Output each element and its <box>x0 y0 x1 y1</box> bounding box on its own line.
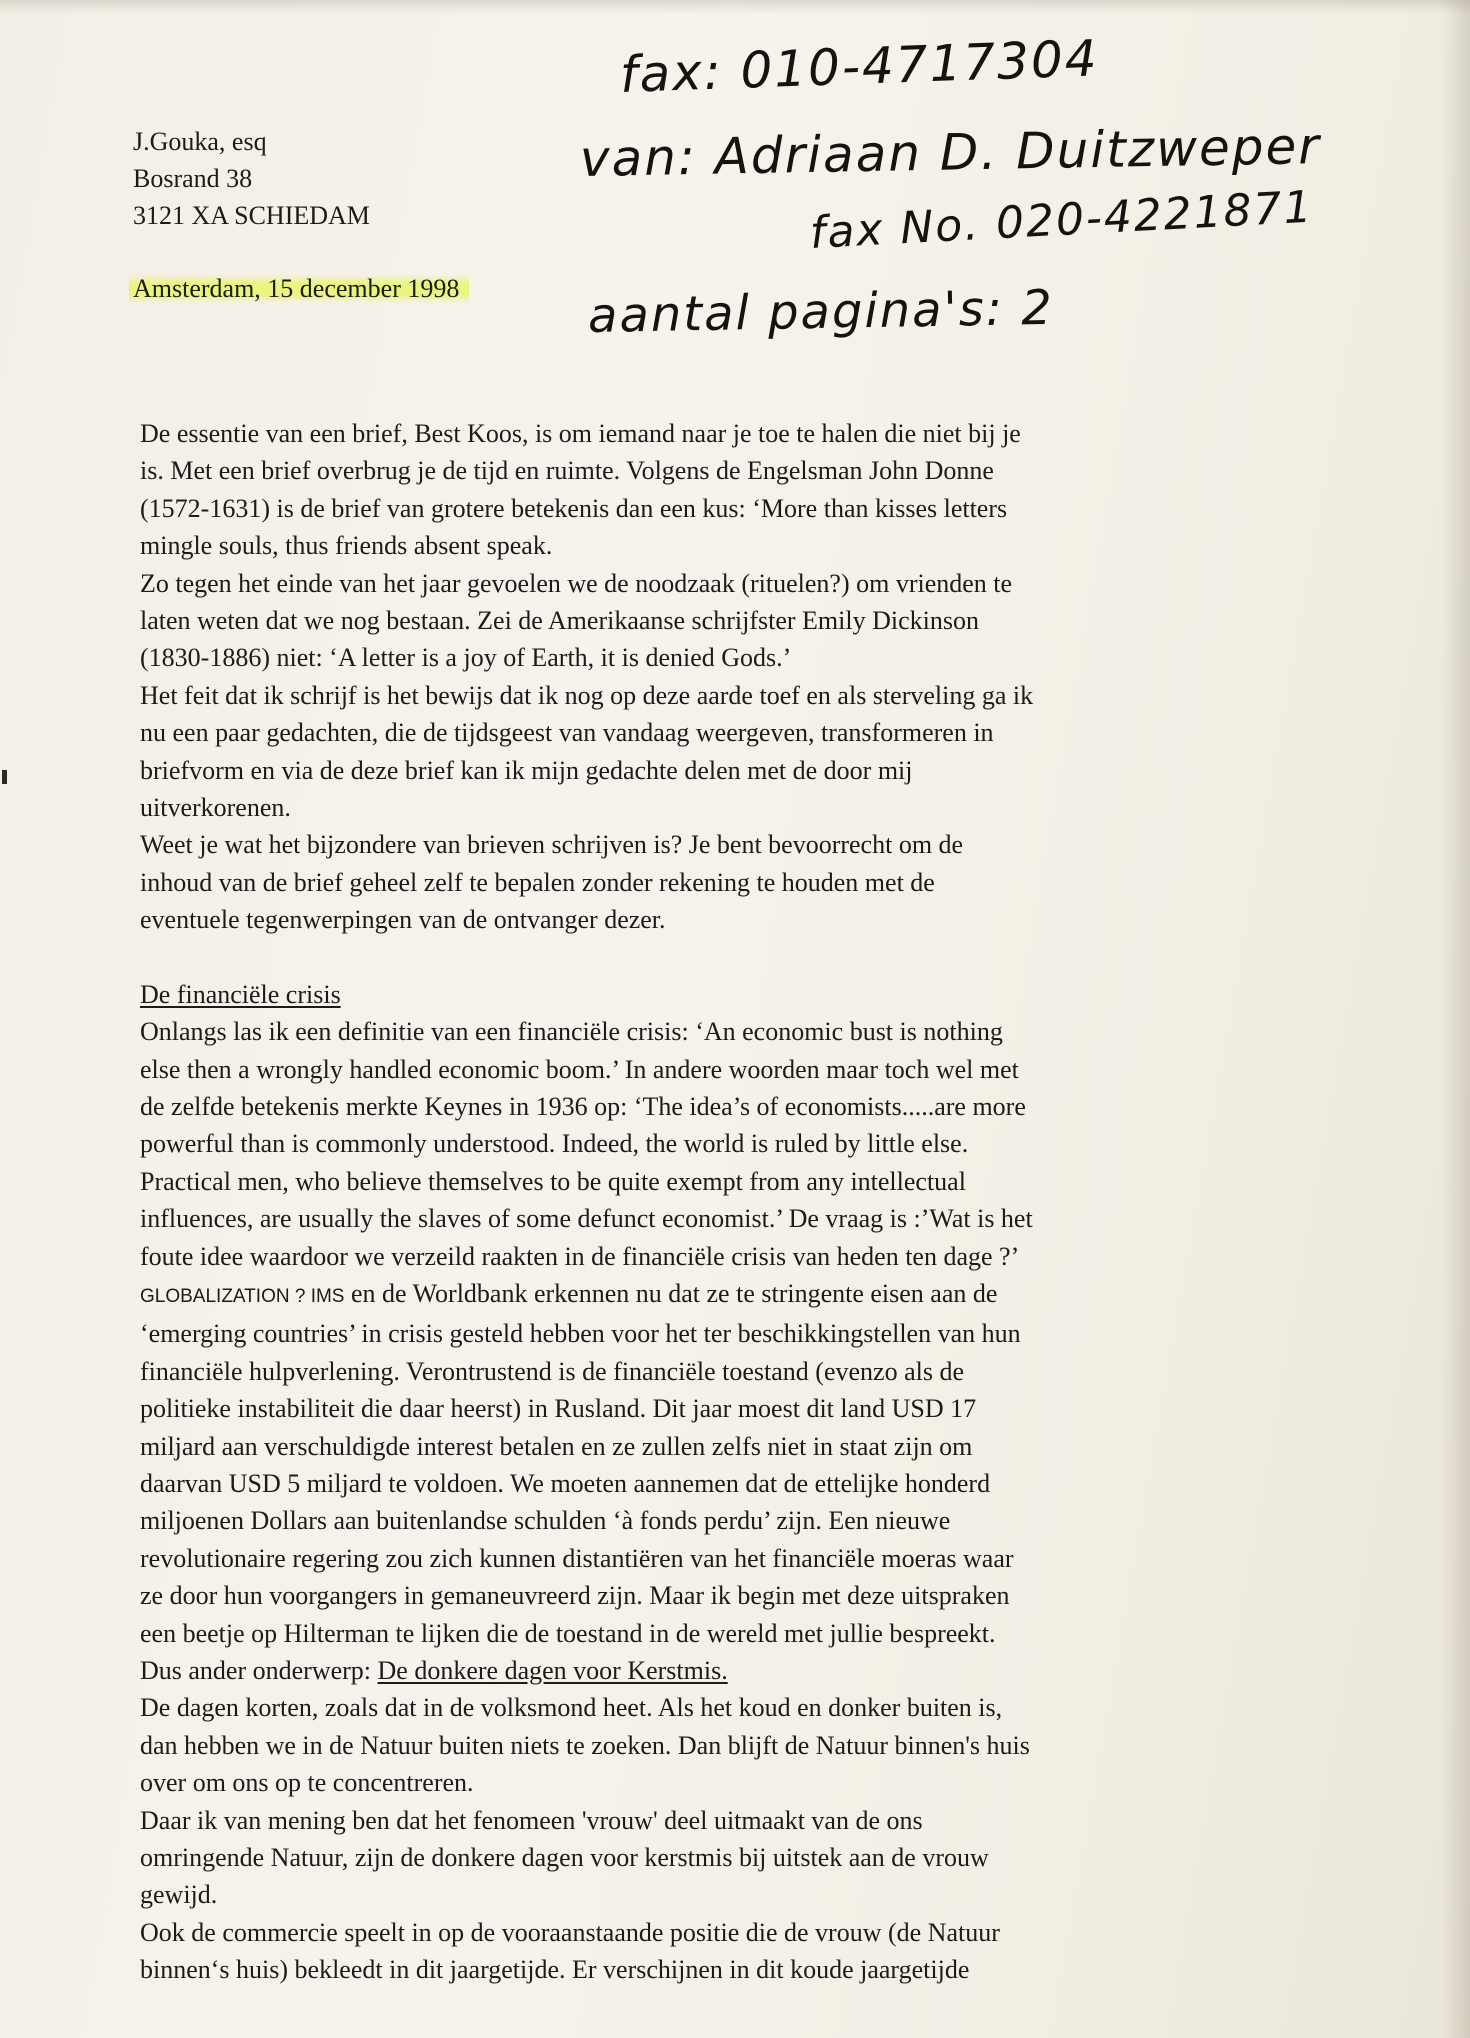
sender-street: Bosrand 38 <box>133 164 253 193</box>
text-line: miljoenen Dollars aan buitenlandse schulden ‘à fonds perdu’ zijn. Een nieuwe <box>140 1506 951 1536</box>
text-line: mingle souls, thus friends absent speak. <box>140 531 553 561</box>
text-line: Onlangs las ik een definitie van een financiële crisis: ‘An economic bust is nothing <box>140 1017 1003 1047</box>
sender-city: 3121 XA SCHIEDAM <box>133 201 370 230</box>
text-line-globalization <box>140 1275 1270 1315</box>
margin-mark <box>2 770 7 784</box>
text-fragment: Dus ander onderwerp: <box>140 1656 378 1685</box>
text-line: Ook de commercie speelt in op de vooraanstaande positie die de vrouw (de Natuur <box>140 1917 1000 1947</box>
sender-name: J.Gouka, esq <box>133 127 267 156</box>
text-line: nu een paar gedachten, die de tijdsgeest van vandaag weergeven, transformeren in <box>140 718 994 748</box>
globalization-word: GLOBALIZATION ? IMS <box>140 1285 345 1307</box>
handwritten-fax-note <box>579 29 1420 378</box>
highlighted-date: Amsterdam, 15 december 1998 <box>129 274 469 303</box>
text-line: daarvan USD 5 miljard te voldoen. We moeten aannemen dat de ettelijke honderd <box>140 1468 991 1498</box>
text-line: financiële hulpverlening. Verontrustend is de financiële toestand (evenzo als de <box>140 1356 965 1386</box>
text-line: laten weten dat we nog bestaan. Zei de Amerikaanse schrijfster Emily Dickinson <box>140 606 979 636</box>
text-line: ze door hun voorgangers in gemaneuvreerd zijn. Maar ik begin met deze uitspraken <box>140 1581 1010 1611</box>
text-line: dan hebben we in de Natuur buiten niets te zoeken. Dan blijft de Natuur binnen's huis <box>140 1730 1030 1760</box>
text-line: De essentie van een brief, Best Koos, is om iemand naar je toe te halen die niet bij je <box>140 419 1021 448</box>
scan-shadow-right <box>1440 0 1470 2038</box>
text-line: Daar ik van mening ben dat het fenomeen 'vrouw' deel uitmaakt van de ons <box>140 1805 923 1835</box>
text-line: een beetje op Hilterman te lijken die de toestand in de wereld met jullie bespreekt. <box>140 1618 996 1648</box>
text-line: Weet je wat het bijzondere van brieven schrijven is? Je bent bevoorrecht om de <box>140 830 964 860</box>
handwritten-sender: van: Adriaan D. Duitzweper <box>579 117 1322 188</box>
text-line: Het feit dat ik schrijf is het bewijs dat ik nog op deze aarde toef en als sterveling ga ik <box>140 680 1034 710</box>
letter-body <box>140 415 1270 1989</box>
text-line: uitverkorenen. <box>140 793 291 823</box>
text-line: miljard aan verschuldigde interest betalen en ze zullen zelfs niet in staat zijn om <box>140 1431 973 1461</box>
text-line: influences, are usually the slaves of some defunct economist.’ De vraag is :’Wat is het <box>140 1204 1033 1234</box>
text-line-subject-change <box>140 1652 1270 1689</box>
text-line: gewijd. <box>140 1880 218 1910</box>
text-line: De dagen korten, zoals dat in de volksmond heet. Als het koud en donker buiten is, <box>140 1693 1003 1723</box>
text-line: Practical men, who believe themselves to be quite exempt from any intellectual <box>140 1166 966 1196</box>
section-heading-financial-crisis <box>140 976 1270 1013</box>
date-line <box>133 271 469 307</box>
text-line: foute idee waardoor we verzeild raakten in de financiële crisis van heden ten dage ?’ <box>140 1241 1020 1271</box>
sender-address <box>133 123 370 234</box>
text-line: omringende Natuur, zijn de donkere dagen voor kerstmis bij uitstek aan de vrouw <box>140 1843 989 1873</box>
text-line: (1830-1886) niet: ‘A letter is a joy of Earth, it is denied Gods.’ <box>140 643 792 673</box>
text-line: ‘emerging countries’ in crisis gesteld hebben voor het ter beschikkingstellen van hun <box>140 1319 1021 1349</box>
text-line: else then a wrongly handled economic boom.’ In andere woorden maar toch wel met <box>140 1054 1019 1084</box>
handwritten-page-count: aantal pagina's: 2 <box>587 279 1055 344</box>
text-line: politieke instabiliteit die daar heerst) in Rusland. Dit jaar moest dit land USD 17 <box>140 1394 977 1424</box>
scan-shadow-top <box>0 0 1470 14</box>
text-line: powerful than is commonly understood. Indeed, the world is ruled by little else. <box>140 1129 969 1159</box>
text-line: inhoud van de brief geheel zelf te bepalen zonder rekening te houden met de <box>140 867 935 897</box>
text-line: eventuele tegenwerpingen van de ontvanger dezer. <box>140 905 666 935</box>
text-line: Zo tegen het einde van het jaar gevoelen we de noodzaak (rituelen?) om vrienden te <box>140 568 1013 598</box>
text-fragment: en de Worldbank erkennen nu dat ze te stringente eisen aan de <box>344 1278 998 1308</box>
text-line: over om ons op te concentreren. <box>140 1768 474 1798</box>
text-line: is. Met een brief overbrug je de tijd en ruimte. Volgens de Engelsman John Donne <box>140 456 994 486</box>
handwritten-sender-fax: fax No. 020-4221871 <box>808 181 1315 259</box>
text-line: (1572-1631) is de brief van grotere betekenis dan een kus: ‘More than kisses letters <box>140 493 1008 523</box>
section-heading-dark-days: De donkere dagen voor Kerstmis. <box>377 1656 728 1685</box>
handwritten-fax-number: fax: 010-4717304 <box>618 29 1100 104</box>
heading-text: De financiële crisis <box>140 979 341 1009</box>
text-line: de zelfde betekenis merkte Keynes in 1936 op: ‘The idea’s of economists.....are more <box>140 1091 1026 1121</box>
paragraph-gap <box>140 939 1270 976</box>
text-line: briefvorm en via de deze brief kan ik mijn gedachte delen met de door mij <box>140 755 913 785</box>
text-line: binnen‘s huis) bekleedt in dit jaargetijde. Er verschijnen in dit koude jaargetijde <box>140 1955 970 1985</box>
text-line: revolutionaire regering zou zich kunnen distantiëren van het financiële moeras waar <box>140 1543 1014 1573</box>
